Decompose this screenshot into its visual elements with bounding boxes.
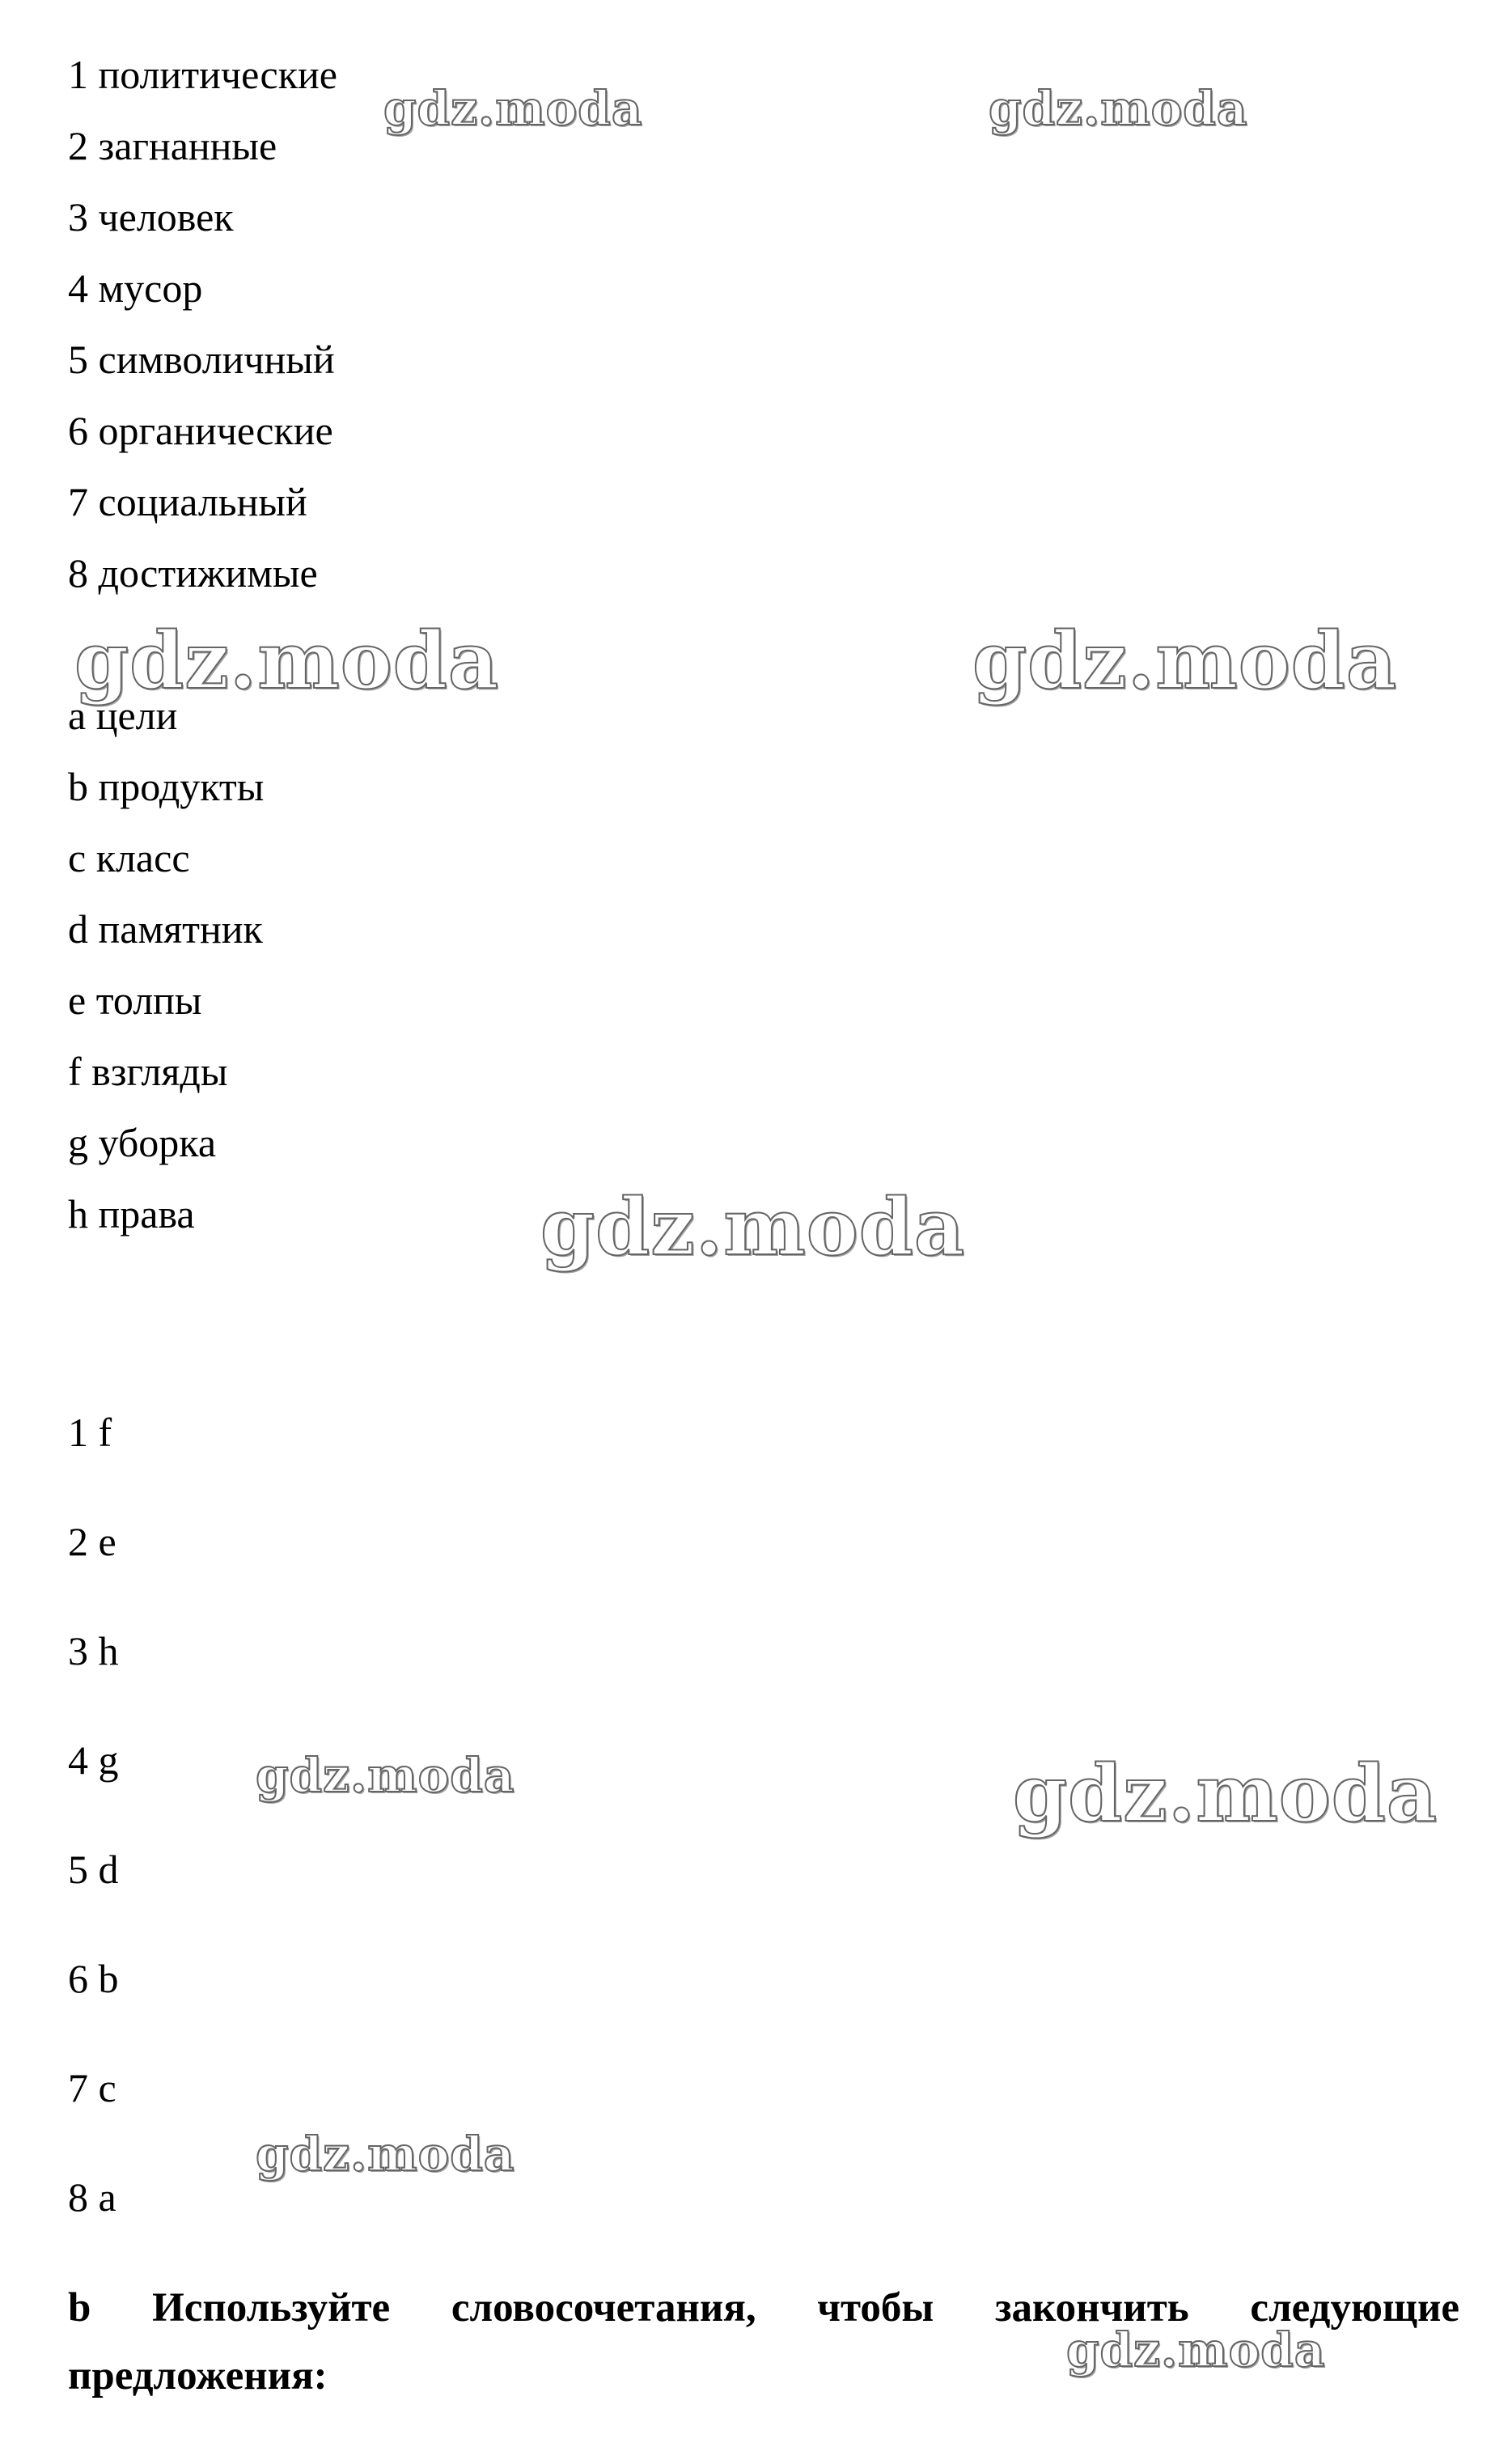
- watermark: gdz.moda: [1013, 1748, 1438, 1839]
- answer-item: 3 h: [68, 1628, 119, 1673]
- list-item-lettered: g уборка: [68, 1120, 217, 1165]
- answer-item: 2 e: [68, 1519, 116, 1564]
- instruction-paragraph: b Используйте словосочетания, чтобы закончить следующие предложения:: [68, 2285, 1459, 2398]
- list-item-lettered: a цели: [68, 693, 178, 738]
- watermark: gdz.moda: [540, 1181, 966, 1273]
- answer-item: 4 g: [68, 1737, 119, 1783]
- list-item-lettered: f взгляды: [68, 1049, 228, 1094]
- list-item-lettered: b продукты: [68, 764, 265, 809]
- watermark: gdz.moda: [972, 615, 1398, 706]
- watermark: gdz.moda: [383, 81, 643, 136]
- list-item-numbered: 7 социальный: [68, 479, 307, 524]
- watermark: gdz.moda: [989, 81, 1248, 136]
- list-item-lettered: h права: [68, 1191, 195, 1236]
- list-item-numbered: 2 загнанные: [68, 123, 277, 168]
- list-item-numbered: 4 мусор: [68, 265, 203, 311]
- answer-item: 1 f: [68, 1410, 112, 1455]
- list-item-lettered: c класс: [68, 835, 190, 880]
- watermark: gdz.moda: [256, 2127, 515, 2182]
- list-item-numbered: 5 символичный: [68, 337, 335, 382]
- list-item-numbered: 8 достижимые: [68, 550, 318, 596]
- watermark: gdz.moda: [1066, 2322, 1326, 2377]
- watermark: gdz.moda: [74, 615, 500, 706]
- list-item-numbered: 1 политические: [68, 52, 337, 97]
- answer-item: 6 b: [68, 1956, 119, 2001]
- list-item-lettered: e толпы: [68, 978, 202, 1023]
- list-item-numbered: 3 человек: [68, 194, 234, 240]
- list-item-numbered: 6 органические: [68, 408, 333, 453]
- list-item-lettered: d памятник: [68, 906, 263, 952]
- answer-item: 7 c: [68, 2065, 116, 2110]
- answer-item: 8 a: [68, 2174, 116, 2220]
- answer-item: 5 d: [68, 1847, 119, 1892]
- watermark: gdz.moda: [256, 1748, 515, 1803]
